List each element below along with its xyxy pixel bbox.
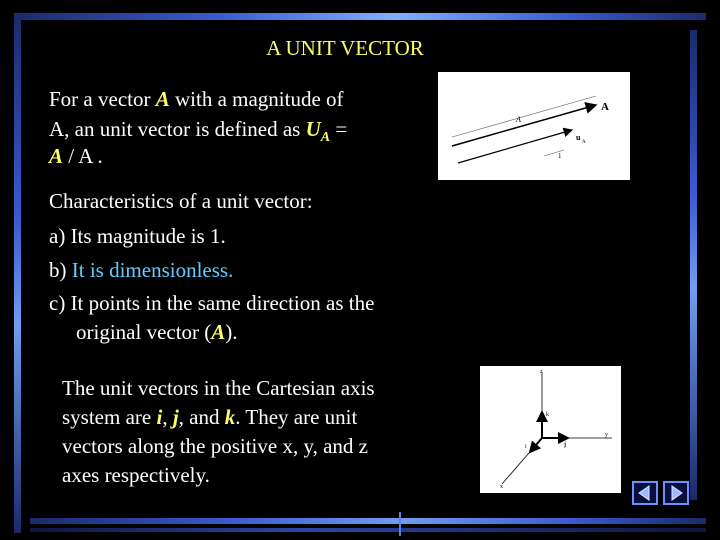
- vector-a-symbol: A: [155, 87, 170, 111]
- label-ua-sub: A: [582, 140, 586, 145]
- triangle-right-icon: [665, 483, 687, 503]
- label-big-a: A: [601, 101, 609, 113]
- label-x: x: [500, 484, 503, 490]
- previous-slide-button[interactable]: [632, 481, 658, 505]
- unit-vector-arrow: [458, 130, 572, 163]
- cartesian-line-2: system are i, j, and k. They are unit: [62, 405, 358, 429]
- label-y: y: [605, 432, 608, 438]
- cartesian-axes-figure: [480, 366, 621, 493]
- characteristic-item-b: b) It is dimensionless.: [49, 258, 234, 282]
- characteristic-item-c-line-2: original vector (A).: [76, 320, 238, 344]
- next-slide-button[interactable]: [663, 481, 689, 505]
- characteristics-heading: Characteristics of a unit vector:: [49, 189, 313, 213]
- cartesian-line-4: axes respectively.: [62, 463, 210, 487]
- label-a: A: [516, 115, 521, 124]
- definition-line-3: A / A .: [49, 144, 103, 168]
- frame-right-bar: [690, 30, 697, 500]
- label-one: 1: [558, 152, 562, 160]
- definition-line-1: For a vector A with a magnitude of: [49, 87, 344, 111]
- frame-left-bar: [14, 13, 21, 533]
- definition-line-2: A, an unit vector is defined as $U_A$ =: [49, 117, 348, 146]
- label-ua: u: [576, 133, 581, 142]
- vector-a-arrow: [452, 105, 596, 146]
- frame-bottom-bar: [30, 518, 706, 524]
- unit-vector-figure: [438, 72, 630, 180]
- slide-title: A UNIT VECTOR: [266, 36, 424, 60]
- label-z: z: [540, 369, 543, 375]
- frame-bottom-tick: [399, 512, 401, 536]
- triangle-left-icon: [634, 483, 656, 503]
- label-i: i: [525, 444, 527, 450]
- frame-bottom-bar-lower: [30, 528, 706, 532]
- vector-a-upper-edge: [452, 96, 596, 137]
- characteristic-item-c-line-1: c) It points in the same direction as the: [49, 291, 375, 315]
- label-j: j: [564, 442, 566, 448]
- characteristic-item-a: a) Its magnitude is 1.: [49, 224, 226, 248]
- cartesian-line-1: The unit vectors in the Cartesian axis: [62, 376, 375, 400]
- frame-top-bar: [14, 13, 706, 20]
- unit-vector-symbol: U: [305, 117, 321, 141]
- label-k: k: [546, 412, 549, 418]
- cartesian-line-3: vectors along the positive x, y, and z: [62, 434, 368, 458]
- i-unit-arrow: [530, 438, 542, 452]
